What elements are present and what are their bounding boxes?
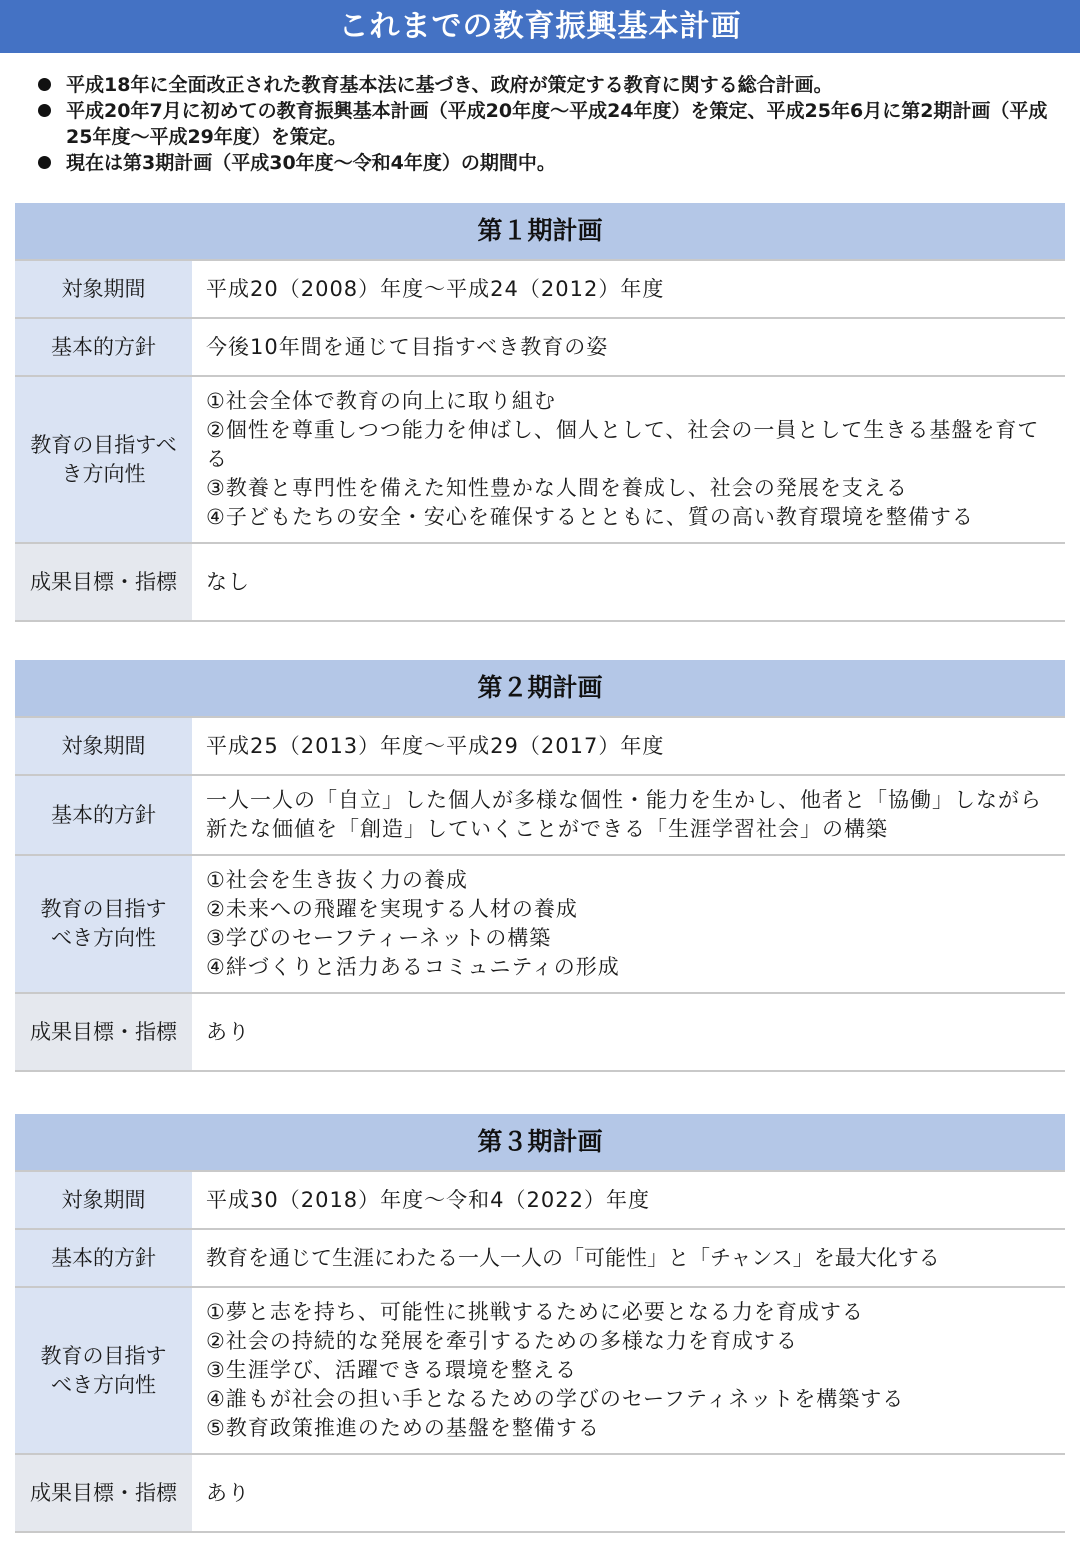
- plan-heading: 第３期計画: [15, 1114, 1065, 1170]
- outcome-row: [15, 1453, 1065, 1533]
- direction-list: [192, 856, 1065, 992]
- outcome-value: なし: [206, 569, 250, 594]
- direction-label: 教育の目指すべき方向性: [15, 856, 192, 992]
- direction-row: [15, 375, 1065, 542]
- period-label: 対象期間: [15, 261, 192, 317]
- direction-list: [192, 1288, 1065, 1453]
- plan-heading: 第１期計画: [15, 203, 1065, 259]
- policy-value: 一人一人の「自立」した個人が多様な個性・能力を生かし、他者と「協働」しながら新たな価値を「創造」していくことができる「生涯学習社会」の構築: [206, 788, 1042, 841]
- intro-list: [36, 72, 1056, 176]
- period-row: [15, 716, 1065, 774]
- direction-label: 教育の目指すべき方向性: [15, 1288, 192, 1453]
- period-value: 平成30（2018）年度～令和4（2022）年度: [206, 1187, 650, 1212]
- outcome-row: [15, 542, 1065, 622]
- outcome-row: [15, 992, 1065, 1072]
- direction-item: ④誰もが社会の担い手となるための学びのセーフティネットを構築する: [206, 1387, 905, 1411]
- outcome-label: 成果目標・指標: [15, 1455, 192, 1531]
- intro-text: 現在は第3期計画（平成30年度～令和4年度）の期間中。: [66, 152, 556, 174]
- outcome-value: あり: [206, 1480, 250, 1505]
- direction-item: ②個性を尊重しつつ能力を伸ばし、個人として、社会の一員として生きる基盤を育てる: [206, 418, 1040, 471]
- direction-item: ②社会の持続的な発展を牽引するための多様な力を育成する: [206, 1329, 798, 1353]
- bullet-icon: [38, 156, 51, 169]
- policy-label: 基本的方針: [15, 1230, 192, 1286]
- plan-3-table: [15, 1114, 1065, 1533]
- bullet-icon: [38, 78, 51, 91]
- period-row: [15, 259, 1065, 317]
- intro-item: [36, 98, 1056, 150]
- policy-value: 今後10年間を通じて目指すべき教育の姿: [206, 334, 609, 359]
- plan-2-table: [15, 660, 1065, 1072]
- period-row: [15, 1170, 1065, 1228]
- direction-item: ⑤教育政策推進のための基盤を整備する: [206, 1416, 600, 1440]
- intro-text: 平成18年に全面改正された教育基本法に基づき、政府が策定する教育に関する総合計画。: [66, 74, 833, 96]
- direction-item: ③学びのセーフティーネットの構築: [206, 926, 552, 950]
- page-title: これまでの教育振興基本計画: [0, 0, 1080, 53]
- direction-item: ④絆づくりと活力あるコミュニティの形成: [206, 955, 620, 979]
- direction-label: 教育の目指すべき方向性: [15, 377, 192, 542]
- direction-item: ①夢と志を持ち、可能性に挑戦するために必要となる力を育成する: [206, 1300, 864, 1324]
- direction-row: [15, 854, 1065, 992]
- policy-row: [15, 1228, 1065, 1286]
- policy-row: [15, 774, 1065, 854]
- intro-item: [36, 150, 1056, 176]
- direction-item: ②未来への飛躍を実現する人材の養成: [206, 897, 578, 921]
- intro-item: [36, 72, 1056, 98]
- direction-item: ③教養と専門性を備えた知性豊かな人間を養成し、社会の発展を支える: [206, 476, 908, 500]
- direction-item: ①社会を生き抜く力の養成: [206, 868, 468, 892]
- period-label: 対象期間: [15, 718, 192, 774]
- outcome-label: 成果目標・指標: [15, 994, 192, 1070]
- policy-label: 基本的方針: [15, 319, 192, 375]
- direction-item: ③生涯学び、活躍できる環境を整える: [206, 1358, 577, 1382]
- plan-1-table: [15, 203, 1065, 622]
- policy-label: 基本的方針: [15, 776, 192, 854]
- direction-item: ①社会全体で教育の向上に取り組む: [206, 389, 556, 413]
- period-label: 対象期間: [15, 1172, 192, 1228]
- policy-row: [15, 317, 1065, 375]
- bullet-icon: [38, 104, 51, 117]
- direction-row: [15, 1286, 1065, 1453]
- policy-value: 教育を通じて生涯にわたる一人一人の「可能性」と「チャンス」を最大化する: [206, 1245, 940, 1270]
- period-value: 平成20（2008）年度～平成24（2012）年度: [206, 276, 665, 301]
- outcome-label: 成果目標・指標: [15, 544, 192, 620]
- period-value: 平成25（2013）年度～平成29（2017）年度: [206, 733, 665, 758]
- intro-text: 平成20年7月に初めての教育振興基本計画（平成20年度～平成24年度）を策定、平成25年6月に第2期計画（平成25年度～平成29年度）を策定。: [66, 100, 1048, 148]
- direction-item: ④子どもたちの安全・安心を確保するとともに、質の高い教育環境を整備する: [206, 505, 974, 529]
- direction-list: [192, 377, 1065, 542]
- plan-heading: 第２期計画: [15, 660, 1065, 716]
- outcome-value: あり: [206, 1019, 250, 1044]
